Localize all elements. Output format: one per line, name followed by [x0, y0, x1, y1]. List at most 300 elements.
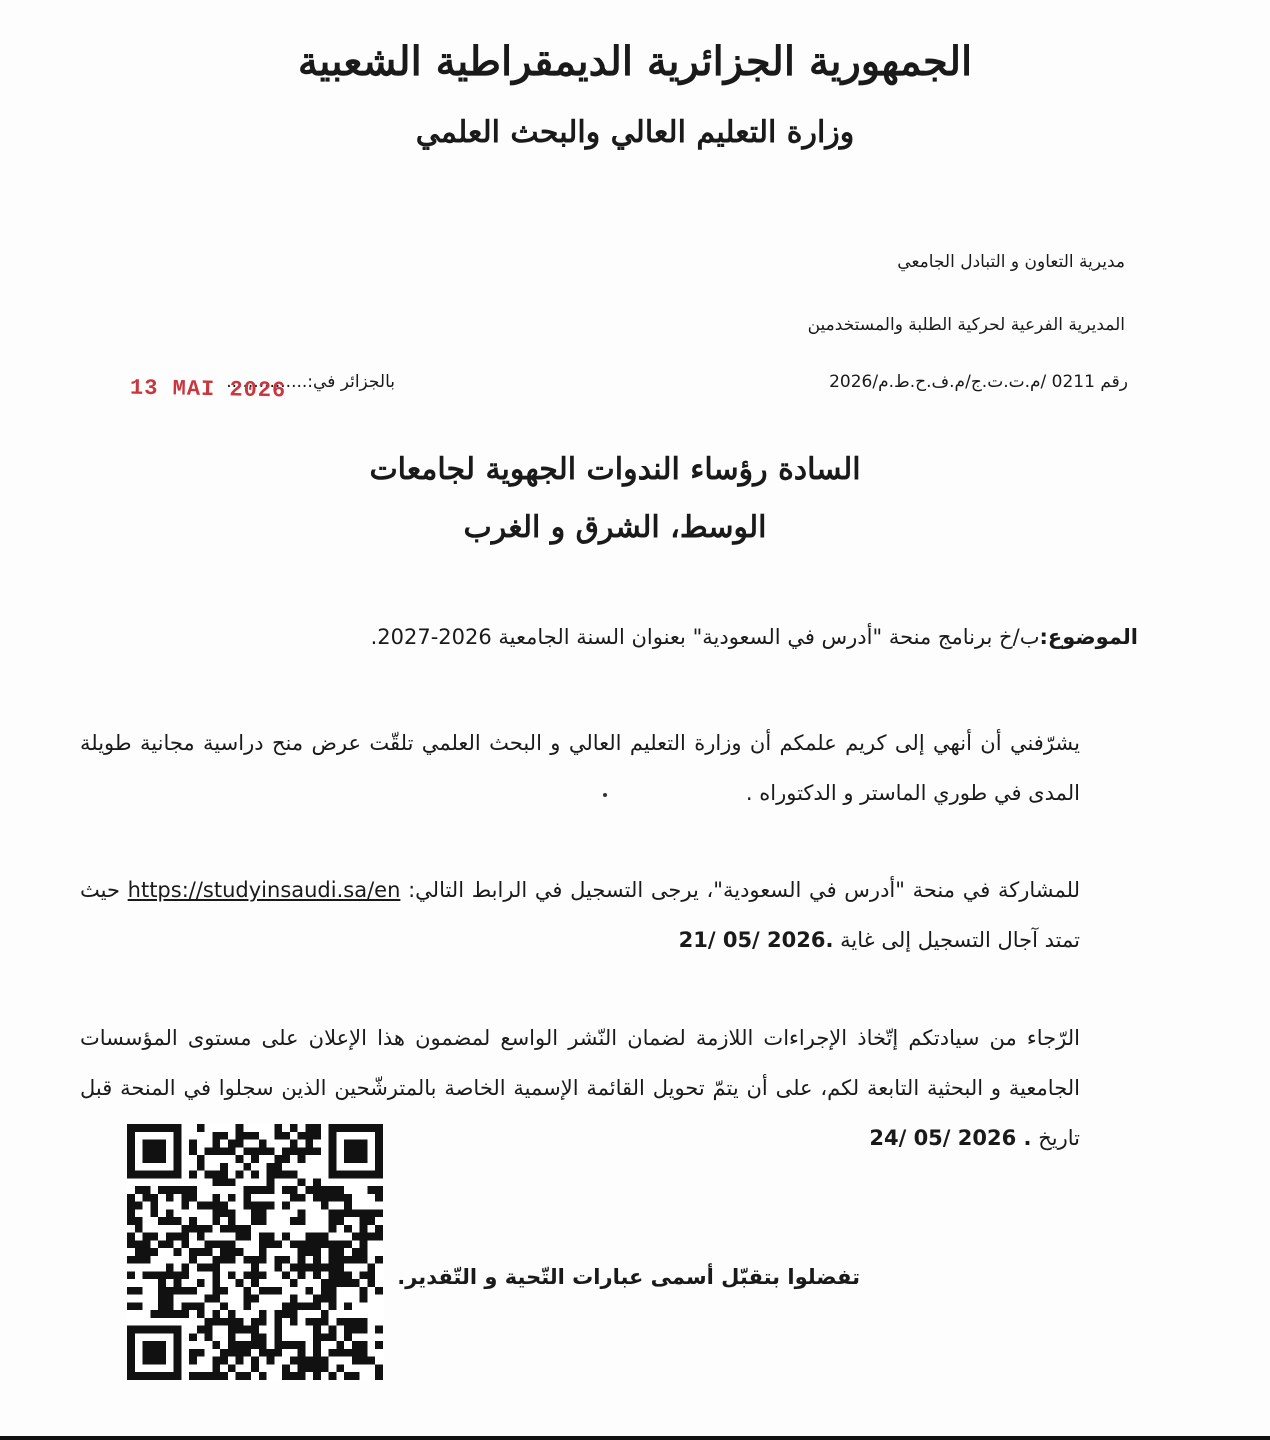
qr-module: [251, 1341, 259, 1349]
qr-module: [212, 1178, 220, 1186]
qr-module: [321, 1364, 329, 1372]
qr-module: [251, 1132, 259, 1140]
qr-module: [259, 1318, 267, 1326]
qr-module: [174, 1310, 182, 1318]
qr-module: [236, 1233, 244, 1241]
qr-module: [228, 1349, 236, 1357]
qr-module: [360, 1225, 368, 1233]
qr-module: [305, 1240, 313, 1248]
qr-module: [352, 1209, 360, 1217]
qr-module: [197, 1163, 205, 1171]
qr-module: [305, 1147, 313, 1155]
qr-module: [220, 1225, 228, 1233]
qr-module: [212, 1256, 220, 1264]
qr-module: [205, 1202, 213, 1210]
qr-module: [290, 1147, 298, 1155]
qr-module: [158, 1217, 166, 1225]
qr-module: [267, 1178, 275, 1186]
qr-module: [236, 1279, 244, 1287]
qr-module: [367, 1279, 375, 1287]
qr-module: [290, 1194, 298, 1202]
qr-module: [158, 1279, 166, 1287]
qr-module: [228, 1140, 236, 1148]
qr-module: [166, 1310, 174, 1318]
qr-module: [360, 1256, 368, 1264]
qr-module: [127, 1202, 135, 1210]
qr-module: [290, 1357, 298, 1365]
qr-module: [243, 1194, 251, 1202]
qr-module: [336, 1256, 344, 1264]
qr-module: [267, 1240, 275, 1248]
qr-module: [243, 1233, 251, 1241]
qr-module: [282, 1155, 290, 1163]
qr-module: [205, 1372, 213, 1380]
qr-module: [290, 1318, 298, 1326]
qr-module: [313, 1271, 321, 1279]
qr-module: [313, 1264, 321, 1272]
qr-module: [313, 1318, 321, 1326]
qr-module: [367, 1186, 375, 1194]
qr-module: [313, 1333, 321, 1341]
qr-module: [243, 1256, 251, 1264]
qr-module: [375, 1225, 383, 1233]
qr-module: [298, 1178, 306, 1186]
qr-module: [321, 1310, 329, 1318]
qr-module: [243, 1287, 251, 1295]
qr-module: [166, 1233, 174, 1241]
qr-module: [375, 1233, 383, 1241]
qr-module: [298, 1357, 306, 1365]
qr-module: [212, 1140, 220, 1148]
qr-module: [267, 1349, 275, 1357]
qr-module: [313, 1124, 321, 1132]
qr-module: [166, 1209, 174, 1217]
qr-module: [212, 1287, 220, 1295]
qr-module: [352, 1372, 360, 1380]
sub-directorate-name: المديرية الفرعية لحركية الطلبة والمستخدمين: [807, 315, 1125, 335]
qr-module: [236, 1318, 244, 1326]
qr-module: [290, 1240, 298, 1248]
qr-module: [205, 1326, 213, 1334]
qr-module: [375, 1341, 383, 1349]
qr-module: [360, 1349, 368, 1357]
qr-module: [150, 1271, 158, 1279]
qr-module: [360, 1240, 368, 1248]
qr-module: [220, 1163, 228, 1171]
qr-module: [158, 1302, 166, 1310]
qr-module: [298, 1364, 306, 1372]
qr-module: [298, 1240, 306, 1248]
qr-module: [212, 1295, 220, 1303]
qr-module: [352, 1326, 360, 1334]
qr-module: [243, 1295, 251, 1303]
qr-module: [336, 1264, 344, 1272]
qr-module: [212, 1341, 220, 1349]
qr-module: [375, 1364, 383, 1372]
qr-module: [274, 1287, 282, 1295]
qr-module: [127, 1256, 135, 1264]
qr-module: [313, 1357, 321, 1365]
qr-module: [313, 1240, 321, 1248]
qr-module: [228, 1333, 236, 1341]
qr-module: [375, 1209, 383, 1217]
qr-module: [127, 1217, 135, 1225]
qr-module: [305, 1287, 313, 1295]
qr-module: [313, 1302, 321, 1310]
qr-module: [321, 1194, 329, 1202]
qr-module: [274, 1124, 282, 1132]
qr-module: [189, 1194, 197, 1202]
qr-module: [243, 1163, 251, 1171]
qr-module: [298, 1256, 306, 1264]
qr-module: [212, 1209, 220, 1217]
body-paragraph-1: يشرّفني أن أنهي إلى كريم علمكم أن وزارة التعليم العالي و البحث العلمي تلقّت عرض منح دراسية مجانية طويلة المدى في طوري الماستر و الدكتوراه .: [80, 731, 1080, 805]
qr-module: [290, 1217, 298, 1225]
qr-module: [174, 1279, 182, 1287]
qr-module: [274, 1264, 282, 1272]
qr-module: [274, 1256, 282, 1264]
qr-module: [212, 1372, 220, 1380]
qr-module: [236, 1357, 244, 1365]
qr-module: [305, 1132, 313, 1140]
qr-module: [360, 1326, 368, 1334]
qr-module: [282, 1271, 290, 1279]
qr-module: [305, 1318, 313, 1326]
qr-module: [220, 1372, 228, 1380]
qr-module: [259, 1240, 267, 1248]
qr-code: [127, 1124, 383, 1380]
qr-module: [274, 1326, 282, 1334]
closing-salutation: تفضلوا بتقبّل أسمى عبارات التّحية و التّقدير.: [397, 1265, 860, 1289]
qr-module: [329, 1209, 337, 1217]
qr-module: [212, 1279, 220, 1287]
qr-module: [243, 1202, 251, 1210]
qr-module: [205, 1295, 213, 1303]
qr-module: [259, 1248, 267, 1256]
qr-module: [189, 1186, 197, 1194]
qr-module: [360, 1341, 368, 1349]
qr-module: [243, 1302, 251, 1310]
qr-module: [150, 1233, 158, 1241]
qr-module: [305, 1124, 313, 1132]
qr-module: [290, 1295, 298, 1303]
qr-module: [220, 1240, 228, 1248]
qr-module: [197, 1225, 205, 1233]
qr-module: [259, 1256, 267, 1264]
qr-module: [143, 1194, 151, 1202]
qr-module: [298, 1341, 306, 1349]
qr-module: [329, 1372, 337, 1380]
qr-module: [329, 1225, 337, 1233]
qr-module: [282, 1147, 290, 1155]
qr-module: [321, 1295, 329, 1303]
qr-module: [367, 1233, 375, 1241]
qr-module: [243, 1132, 251, 1140]
qr-module: [135, 1186, 143, 1194]
qr-module: [189, 1349, 197, 1357]
qr-module: [251, 1318, 259, 1326]
paragraph-2-deadline-text: حيث تمتد آجال التسجيل إلى غاية: [80, 878, 1080, 952]
qr-module: [189, 1225, 197, 1233]
qr-module: [166, 1194, 174, 1202]
qr-module: [189, 1357, 197, 1365]
qr-module: [166, 1240, 174, 1248]
qr-module: [329, 1349, 337, 1357]
qr-module: [290, 1341, 298, 1349]
qr-module: [321, 1264, 329, 1272]
qr-module: [344, 1302, 352, 1310]
qr-module: [352, 1357, 360, 1365]
qr-module: [243, 1186, 251, 1194]
qr-module: [298, 1217, 306, 1225]
qr-module: [298, 1349, 306, 1357]
qr-module: [189, 1372, 197, 1380]
qr-module: [150, 1209, 158, 1217]
qr-module: [313, 1147, 321, 1155]
qr-module: [367, 1271, 375, 1279]
qr-module: [251, 1256, 259, 1264]
qr-module: [197, 1264, 205, 1272]
qr-module: [197, 1372, 205, 1380]
qr-module: [251, 1264, 259, 1272]
qr-module: [321, 1240, 329, 1248]
qr-module: [344, 1271, 352, 1279]
qr-module: [228, 1256, 236, 1264]
qr-module: [259, 1202, 267, 1210]
qr-module: [220, 1256, 228, 1264]
qr-module: [228, 1217, 236, 1225]
qr-module: [158, 1240, 166, 1248]
qr-module: [189, 1140, 197, 1148]
qr-module: [150, 1202, 158, 1210]
qr-module: [181, 1310, 189, 1318]
qr-module: [212, 1271, 220, 1279]
qr-module: [352, 1233, 360, 1241]
qr-module: [189, 1302, 197, 1310]
registration-link[interactable]: https://studyinsaudi.sa/en: [127, 878, 401, 902]
qr-module: [220, 1209, 228, 1217]
qr-module: [212, 1202, 220, 1210]
qr-module: [135, 1225, 143, 1233]
qr-module: [313, 1364, 321, 1372]
qr-module: [243, 1225, 251, 1233]
qr-module: [298, 1271, 306, 1279]
list-deadline: 24/ 05/ 2026 .: [869, 1126, 1032, 1150]
qr-module: [352, 1248, 360, 1256]
qr-module: [267, 1202, 275, 1210]
qr-module: [321, 1186, 329, 1194]
qr-module: [251, 1295, 259, 1303]
qr-module: [197, 1302, 205, 1310]
qr-module: [321, 1357, 329, 1365]
qr-module: [251, 1333, 259, 1341]
qr-module: [290, 1171, 298, 1179]
qr-module: [360, 1248, 368, 1256]
qr-module: [360, 1318, 368, 1326]
qr-module: [352, 1318, 360, 1326]
qr-module: [305, 1140, 313, 1148]
qr-module: [135, 1302, 143, 1310]
qr-module: [228, 1310, 236, 1318]
qr-module: [150, 1194, 158, 1202]
qr-module: [205, 1248, 213, 1256]
qr-module: [375, 1194, 383, 1202]
qr-module: [158, 1287, 166, 1295]
qr-module: [220, 1147, 228, 1155]
qr-module: [243, 1326, 251, 1334]
qr-module: [298, 1155, 306, 1163]
qr-module: [212, 1217, 220, 1225]
republic-heading: الجمهورية الجزائرية الديمقراطية الشعبية: [297, 38, 973, 85]
qr-module: [344, 1225, 352, 1233]
qr-module: [150, 1310, 158, 1318]
qr-module: [259, 1140, 267, 1148]
qr-module: [360, 1209, 368, 1217]
qr-module: [197, 1248, 205, 1256]
qr-module: [290, 1302, 298, 1310]
qr-module: [251, 1202, 259, 1210]
qr-module: [212, 1132, 220, 1140]
qr-module: [259, 1310, 267, 1318]
qr-module: [313, 1178, 321, 1186]
qr-module: [329, 1295, 337, 1303]
qr-module: [282, 1341, 290, 1349]
qr-module: [189, 1287, 197, 1295]
qr-module: [344, 1279, 352, 1287]
qr-module: [212, 1147, 220, 1155]
qr-module: [352, 1341, 360, 1349]
qr-module: [267, 1357, 275, 1365]
qr-module: [367, 1264, 375, 1272]
qr-module: [135, 1287, 143, 1295]
qr-module: [329, 1326, 337, 1334]
qr-module: [344, 1326, 352, 1334]
qr-module: [329, 1333, 337, 1341]
qr-module: [236, 1372, 244, 1380]
qr-module: [336, 1341, 344, 1349]
qr-module: [212, 1171, 220, 1179]
qr-module: [236, 1171, 244, 1179]
qr-module: [205, 1264, 213, 1272]
qr-module: [282, 1372, 290, 1380]
registration-deadline: 21/ 05/ 2026.: [678, 928, 834, 952]
qr-module: [212, 1318, 220, 1326]
qr-module: [181, 1225, 189, 1233]
qr-module: [274, 1163, 282, 1171]
qr-module: [344, 1202, 352, 1210]
qr-module: [212, 1240, 220, 1248]
qr-module: [174, 1217, 182, 1225]
subject-text: ب/خ برنامج منحة "أدرس في السعودية" بعنوان السنة الجامعية 2026-2027.: [370, 625, 1040, 649]
qr-module: [329, 1217, 337, 1225]
qr-module: [329, 1271, 337, 1279]
qr-module: [321, 1279, 329, 1287]
qr-module: [267, 1163, 275, 1171]
qr-module: [197, 1326, 205, 1334]
qr-module: [290, 1310, 298, 1318]
qr-module: [305, 1233, 313, 1241]
qr-module: [220, 1349, 228, 1357]
qr-module: [181, 1287, 189, 1295]
qr-module: [228, 1364, 236, 1372]
qr-module: [336, 1240, 344, 1248]
qr-module: [282, 1132, 290, 1140]
qr-module: [344, 1318, 352, 1326]
qr-module: [181, 1240, 189, 1248]
qr-module: [329, 1287, 337, 1295]
qr-module: [282, 1202, 290, 1210]
qr-module: [166, 1302, 174, 1310]
qr-module: [352, 1349, 360, 1357]
qr-module: [282, 1233, 290, 1241]
qr-module: [228, 1225, 236, 1233]
qr-module: [267, 1233, 275, 1241]
qr-module: [205, 1318, 213, 1326]
qr-module: [143, 1248, 151, 1256]
qr-module: [236, 1132, 244, 1140]
page-bottom-border: [0, 1436, 1270, 1440]
qr-module: [305, 1302, 313, 1310]
qr-module: [228, 1271, 236, 1279]
qr-module: [174, 1186, 182, 1194]
qr-module: [251, 1326, 259, 1334]
qr-module: [205, 1147, 213, 1155]
qr-module: [352, 1279, 360, 1287]
qr-module: [290, 1186, 298, 1194]
qr-module: [336, 1364, 344, 1372]
qr-module: [243, 1372, 251, 1380]
reference-number: رقم 0211 /م.ت.ت.ج/م.ف.ح.ط.م/2026: [829, 372, 1128, 392]
qr-module: [143, 1233, 151, 1241]
qr-module: [336, 1279, 344, 1287]
qr-module: [220, 1357, 228, 1365]
qr-module: [236, 1124, 244, 1132]
qr-module: [228, 1147, 236, 1155]
qr-module: [236, 1349, 244, 1357]
qr-module: [251, 1357, 259, 1365]
qr-module: [259, 1147, 267, 1155]
qr-module: [220, 1171, 228, 1179]
qr-module: [259, 1372, 267, 1380]
qr-module: [344, 1256, 352, 1264]
qr-module: [228, 1209, 236, 1217]
qr-module: [166, 1295, 174, 1303]
qr-module: [375, 1372, 383, 1380]
qr-module: [274, 1310, 282, 1318]
qr-module: [220, 1287, 228, 1295]
addressee-line-2: الوسط، الشرق و الغرب: [463, 510, 767, 545]
qr-module: [236, 1248, 244, 1256]
qr-module: [228, 1248, 236, 1256]
qr-module: [274, 1349, 282, 1357]
qr-module: [127, 1287, 135, 1295]
qr-module: [189, 1256, 197, 1264]
qr-module: [197, 1279, 205, 1287]
qr-module: [228, 1178, 236, 1186]
qr-module: [143, 1186, 151, 1194]
addressee-line-1: السادة رؤساء الندوات الجهوية لجامعات: [369, 452, 861, 487]
qr-module: [127, 1271, 135, 1279]
qr-module: [282, 1310, 290, 1318]
qr-module: [336, 1194, 344, 1202]
qr-module: [158, 1310, 166, 1318]
place-date-label: بالجزائر في:...............: [226, 372, 395, 392]
qr-module: [127, 1240, 135, 1248]
qr-module: [259, 1186, 267, 1194]
qr-module: [321, 1287, 329, 1295]
qr-module: [259, 1349, 267, 1357]
qr-module: [336, 1209, 344, 1217]
